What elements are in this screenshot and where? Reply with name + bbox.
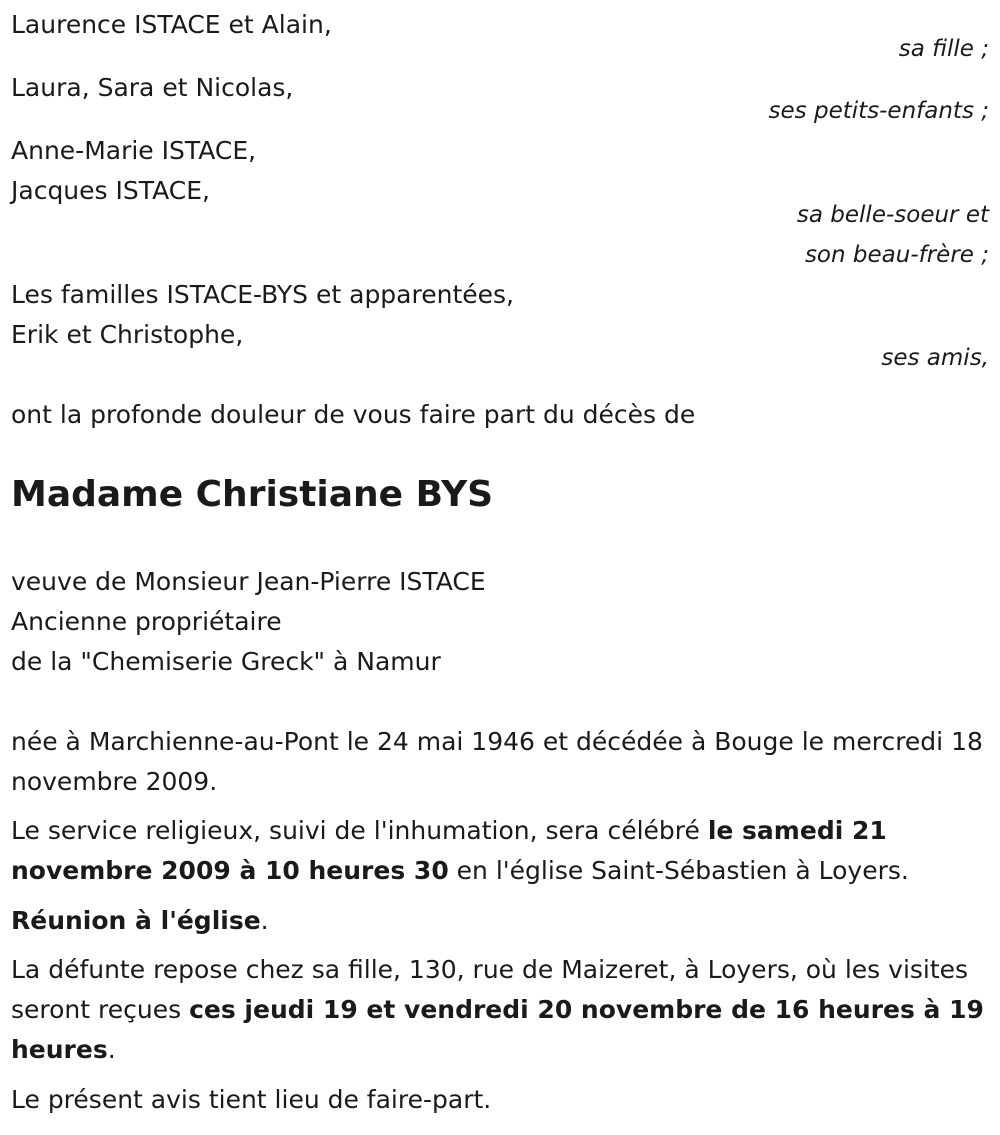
birth-death-paragraph: née à Marchienne-au-Pont le 24 mai 1946 et décédée à Bouge le mercredi 18 novembre 2009. [11, 727, 983, 796]
family-relation: ses petits-enfants ; [768, 98, 989, 124]
meeting-paragraph [11, 901, 989, 941]
family-relation: son beau-frère ; [804, 242, 989, 268]
family-line: Erik et Christophe, [11, 320, 244, 349]
service-paragraph [11, 811, 989, 891]
family-line: Les familles ISTACE-BYS et apparentées, [11, 280, 514, 309]
meeting-punct: . [260, 906, 269, 935]
service-text: Le service religieux, suivi de l'inhumation, sera célébré [11, 816, 708, 845]
service-date: le samedi 21 novembre 2009 à 10 heures 30 [11, 816, 887, 885]
description-line: Ancienne propriétaire [11, 607, 282, 636]
visits-hours: ces jeudi 19 et vendredi 20 novembre de 16 heures à 19 heures [11, 995, 984, 1064]
visits-paragraph [11, 950, 989, 1070]
family-line: Anne-Marie ISTACE, [11, 136, 257, 165]
family-relation: ses amis, [881, 345, 989, 371]
family-relation: sa fille ; [898, 36, 989, 62]
closing-line: Le présent avis tient lieu de faire-part. [11, 1085, 492, 1114]
family-line: Laurence ISTACE et Alain, [11, 10, 332, 39]
deceased-name: Madame Christiane BYS [11, 474, 494, 515]
visits-punct: . [107, 1035, 116, 1064]
family-relation: sa belle-soeur et [796, 202, 989, 228]
announcement-intro: ont la profonde douleur de vous faire part du décès de [11, 400, 696, 429]
visits-text: La défunte repose chez sa fille, 130, rue de Maizeret, à Loyers, où les visites seront reçues [11, 955, 969, 1024]
service-location: en l'église Saint-Sébastien à Loyers. [448, 856, 909, 885]
family-line: Jacques ISTACE, [11, 176, 210, 205]
family-line: Laura, Sara et Nicolas, [11, 73, 294, 102]
meeting-text: Réunion à l'église [11, 906, 261, 935]
description-line: de la "Chemiserie Greck" à Namur [11, 647, 441, 676]
description-line: veuve de Monsieur Jean-Pierre ISTACE [11, 567, 486, 596]
